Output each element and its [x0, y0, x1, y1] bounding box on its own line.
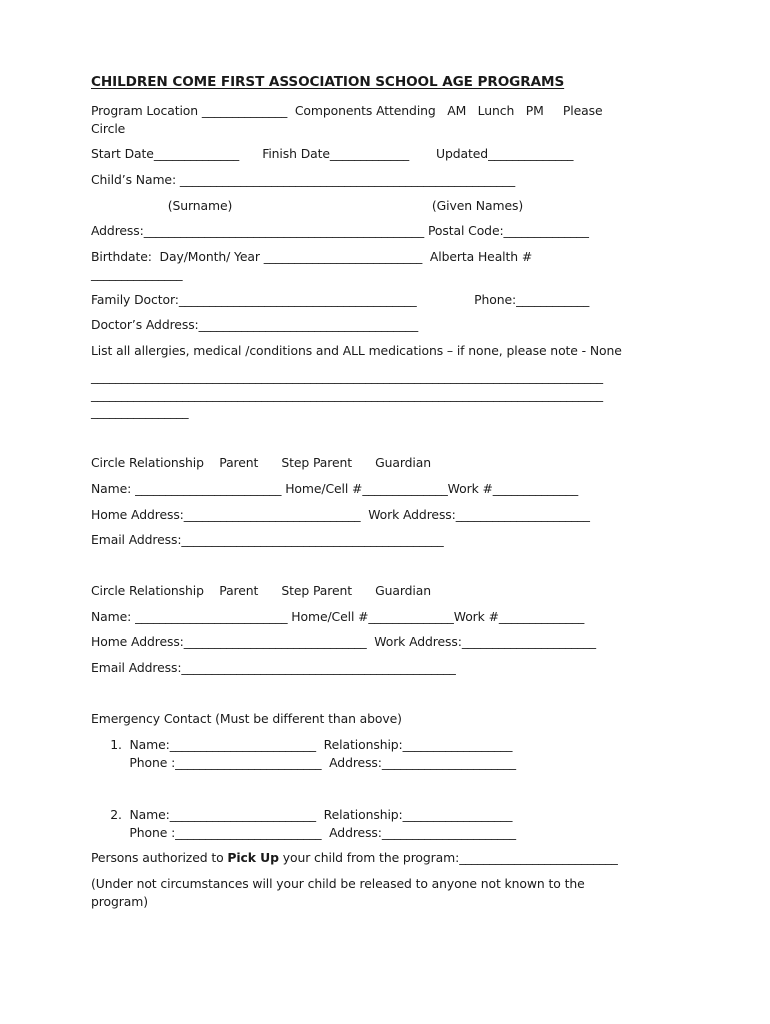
emergency-contact-1-name-line: 1. Name:________________________ Relationship:__________________ — [91, 737, 513, 752]
guardian1-email-line: Email Address:___________________________________________ — [91, 532, 444, 547]
emergency-contact-heading: Emergency Contact (Must be different than above) — [91, 711, 402, 726]
form-title: CHILDREN COME FIRST ASSOCIATION SCHOOL AGE PROGRAMS — [91, 74, 565, 90]
emergency-contact-2-phone-line: Phone :________________________ Address:______________________ — [91, 825, 516, 840]
address-line: Address:______________________________________________ Postal Code:______________ — [91, 223, 589, 238]
pickup-text-before: Persons authorized to — [91, 850, 228, 865]
pickup-text-bold: Pick Up — [227, 850, 279, 865]
emergency-contact-1-phone-line: Phone :________________________ Address:______________________ — [91, 755, 516, 770]
program-location-line: Program Location ______________ Components Attending AM Lunch PM Please — [91, 103, 603, 118]
allergies-blank-line-2: ____________________________________________________________________________________ — [91, 387, 604, 402]
child-name-line: Child’s Name: _______________________________________________________ — [91, 172, 516, 187]
emergency-contact-2-name-line: 2. Name:________________________ Relationship:__________________ — [91, 807, 513, 822]
birthdate-line-cont: _______________ — [91, 266, 183, 281]
guardian2-relationship-line: Circle Relationship Parent Step Parent Guardian — [91, 583, 431, 598]
dates-line: Start Date______________ Finish Date_____________ Updated______________ — [91, 146, 574, 161]
guardian2-name-line: Name: _________________________ Home/Cell #______________Work #______________ — [91, 609, 585, 624]
pickup-line — [91, 850, 618, 866]
allergies-blank-line-3: ________________ — [91, 404, 189, 419]
program-location-line-cont: Circle — [91, 121, 126, 136]
guardian1-relationship-line: Circle Relationship Parent Step Parent Guardian — [91, 455, 431, 470]
release-note-line-2: program) — [91, 894, 148, 909]
doctor-address-line: Doctor’s Address:____________________________________ — [91, 317, 419, 332]
family-doctor-line: Family Doctor:_______________________________________ Phone:____________ — [91, 292, 590, 307]
allergies-blank-line-1: ____________________________________________________________________________________ — [91, 369, 604, 384]
name-labels-line: (Surname) (Given Names) — [91, 198, 524, 213]
guardian2-home-address-line: Home Address:______________________________ Work Address:______________________ — [91, 634, 596, 649]
allergies-line: List all allergies, medical /conditions and ALL medications – if none, please note - None — [91, 343, 622, 358]
pickup-text-after: your child from the program:__________________________ — [278, 850, 618, 865]
guardian1-name-line: Name: ________________________ Home/Cell #______________Work #______________ — [91, 481, 579, 496]
release-note-line-1: (Under not circumstances will your child be released to anyone not known to the — [91, 876, 585, 891]
guardian1-home-address-line: Home Address:_____________________________ Work Address:______________________ — [91, 507, 590, 522]
birthdate-line: Birthdate: Day/Month/ Year __________________________ Alberta Health # — [91, 249, 533, 264]
guardian2-email-line: Email Address:_____________________________________________ — [91, 660, 456, 675]
